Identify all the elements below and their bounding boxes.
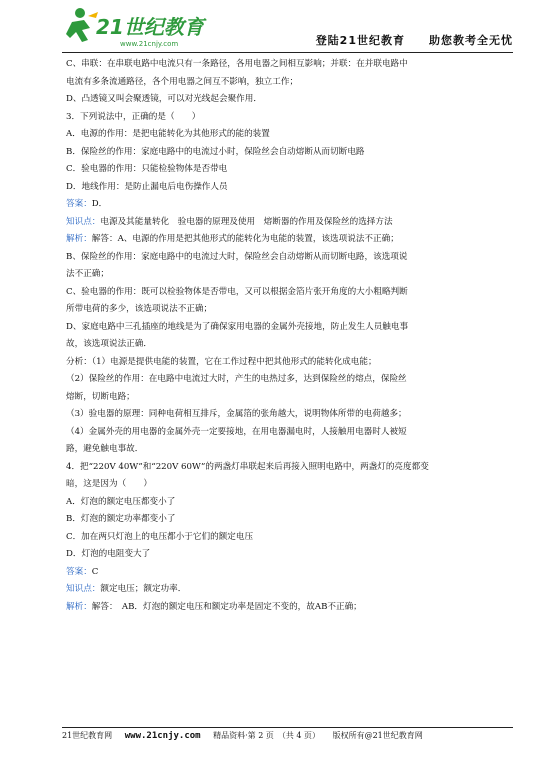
question-3-stem: 3．下列说法中，正确的是（ ） [66, 111, 201, 122]
answer-label: 答案： [66, 199, 92, 209]
explanation-text: 解答：A、电源的作用是把其他形式的能转化为电能的装置，该选项说法不正确； [91, 234, 399, 244]
question-4-option-c: C．加在两只灯泡上的电压都小于它们的额定电压 [66, 531, 254, 542]
footer-site-link[interactable]: www.21cnjy.com [124, 731, 201, 741]
answer-label: 答案： [66, 566, 92, 577]
question-3-explanation [66, 231, 514, 249]
question-4-answer [66, 564, 514, 582]
header-slogan: 登陆21世纪教育 助您教考全无忧 [315, 34, 513, 47]
analysis-line: 熔断，切断电路； [66, 391, 135, 402]
footer-page-info: 精品资料·第 2 页 （共 4 页） [213, 731, 321, 740]
analysis-line: 路，避免触电事故． [66, 444, 144, 454]
document-body [66, 56, 514, 616]
footer-copyright: 版权所有@21世纪教育网 [332, 731, 423, 740]
text-line: D、家庭电路中三孔插座的地线是为了确保家用电器的金属外壳接地，防止发生人员触电事 [66, 321, 409, 332]
text-line: B、保险丝的作用：家庭电路中的电流过大时，保险丝会自动熔断从而切断电路，该选项说 [66, 251, 408, 262]
explanation-label: 解析： [66, 234, 92, 244]
logo-subtext: www.21cnjy.com [120, 40, 179, 48]
page-footer [62, 727, 513, 744]
analysis-line: （3）验电器的原理：同种电荷相互排斥，金属箔的张角越大，说明物体所带的电荷越多； [66, 409, 407, 419]
question-3-answer [66, 196, 514, 214]
21cnjy-logo [62, 4, 212, 50]
question-4-stem: 4．把“220V 40W”和“220V 60W”的两盏灯串联起来后再接入照明电路中，两盏灯的亮度都变 [66, 461, 429, 472]
footer-left: 21世纪教育网 [62, 731, 113, 740]
question-3-option-c: C．验电器的作用：只能检验物体是否带电 [66, 164, 228, 174]
analysis-line: （2）保险丝的作用：在电路中电流过大时，产生的电热过多，达到保险丝的熔点，保险丝 [66, 374, 407, 384]
analysis-line: （4）金属外壳的用电器的金属外壳一定要接地，在用电器漏电时，人接触用电器时人被短 [66, 426, 407, 437]
text-line: 法不正确； [66, 269, 109, 279]
logo-text: 21世纪教育 [96, 15, 204, 39]
answer-value: C [91, 566, 99, 577]
knowledge-value: 额定电压；额定功率． [100, 584, 187, 594]
text-line: D、凸透镜又叫会聚透镜，可以对光线起会聚作用． [66, 94, 262, 104]
knowledge-label: 知识点： [66, 216, 101, 227]
analysis-line: 分析：（1）电源是提供电能的装置，它在工作过程中把其他形式的能转化成电能； [66, 356, 377, 367]
text-line: C、串联：在串联电路中电流只有一条路径，各用电器之间相互影响；并联：在并联电路中 [66, 59, 408, 69]
text-line: 故，该选项说法正确． [66, 339, 152, 349]
explanation-label: 解析： [66, 601, 92, 612]
question-4-knowledge [66, 581, 514, 599]
question-4-explanation [66, 599, 514, 617]
explanation-text: 解答： AB．灯泡的额定电压和额定功率是固定不变的，故AB不正确； [91, 601, 362, 612]
text-line: 电流有多条流通路径，各个用电器之间互不影响，独立工作； [66, 76, 299, 87]
knowledge-value: 电源及其能量转化 验电器的原理及使用 熔断器的作用及保险丝的选择方法 [100, 216, 393, 227]
header-divider [62, 52, 513, 53]
runner-logo-icon [66, 8, 98, 42]
question-4-option-a: A．灯泡的额定电压都变小了 [66, 496, 176, 507]
question-4-option-b: B．灯泡的额定功率都变小了 [66, 514, 176, 524]
question-3-option-a: A．电源的作用：是把电能转化为其他形式的能的装置 [66, 129, 270, 139]
text-line: C、验电器的作用：既可以检验物体是否带电，又可以根据金箔片张开角度的大小粗略判断 [66, 286, 408, 297]
page-header [0, 0, 553, 54]
knowledge-label: 知识点： [66, 584, 101, 594]
question-4-option-d: D．灯泡的电阻变大了 [66, 549, 151, 559]
question-4-stem-cont: 暗，这是因为（ ） [66, 479, 152, 489]
question-3-option-b: B．保险丝的作用：家庭电路中的电流过小时，保险丝会自动熔断从而切断电路 [66, 146, 365, 157]
question-3-knowledge [66, 214, 514, 232]
question-3-option-d: D．地线作用：是防止漏电后电伤操作人员 [66, 181, 228, 192]
answer-value: D． [91, 199, 108, 209]
text-line: 所带电荷的多少，该选项说法不正确； [66, 304, 213, 314]
